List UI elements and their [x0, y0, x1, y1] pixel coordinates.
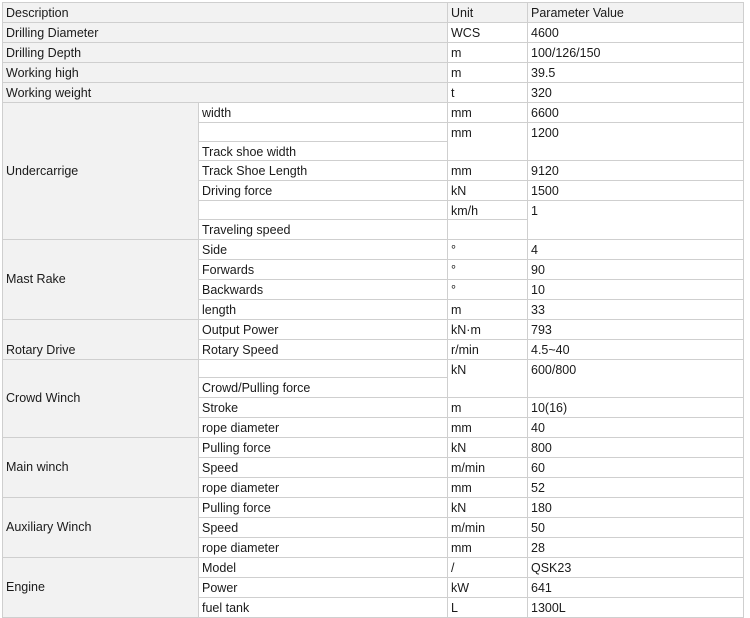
- row-label-empty: [199, 360, 448, 378]
- row-unit: m: [448, 300, 528, 320]
- row-value: QSK23: [528, 558, 744, 578]
- row-value: 4: [528, 240, 744, 260]
- row-label: Crowd/Pulling force: [199, 378, 448, 398]
- row-label: Power: [199, 578, 448, 598]
- row-unit: L: [448, 598, 528, 618]
- row-value: 1200: [528, 123, 744, 161]
- table-row: [3, 438, 744, 458]
- row-unit: WCS: [448, 23, 528, 43]
- row-unit: m/min: [448, 458, 528, 478]
- row-label: Forwards: [199, 260, 448, 280]
- row-unit: kW: [448, 578, 528, 598]
- row-unit: m/min: [448, 518, 528, 538]
- header-parameter-value: Parameter Value: [528, 3, 744, 23]
- row-value: 10: [528, 280, 744, 300]
- row-label: Side: [199, 240, 448, 260]
- row-value: 793: [528, 320, 744, 340]
- row-unit-empty: [448, 220, 528, 240]
- row-value: 1: [528, 201, 744, 240]
- row-unit: m: [448, 63, 528, 83]
- table-row: [3, 103, 744, 123]
- row-value: 9120: [528, 161, 744, 181]
- row-unit: mm: [448, 478, 528, 498]
- row-value: 6600: [528, 103, 744, 123]
- row-unit: mm: [448, 161, 528, 181]
- row-label: length: [199, 300, 448, 320]
- row-label: Drilling Depth: [3, 43, 448, 63]
- row-label: Track shoe width: [199, 142, 448, 161]
- row-label: fuel tank: [199, 598, 448, 618]
- row-unit: /: [448, 558, 528, 578]
- row-label: width: [199, 103, 448, 123]
- table-row: [3, 360, 744, 378]
- row-value: 33: [528, 300, 744, 320]
- row-unit: mm: [448, 103, 528, 123]
- row-label: Model: [199, 558, 448, 578]
- table-row: [3, 320, 744, 340]
- header-unit: Unit: [448, 3, 528, 23]
- row-label: Stroke: [199, 398, 448, 418]
- row-value: 320: [528, 83, 744, 103]
- row-value: 60: [528, 458, 744, 478]
- row-unit: m: [448, 398, 528, 418]
- row-unit: r/min: [448, 340, 528, 360]
- row-label: Output Power: [199, 320, 448, 340]
- row-unit: kN: [448, 360, 528, 398]
- row-value: 600/800: [528, 360, 744, 398]
- row-value: 800: [528, 438, 744, 458]
- row-label: Traveling speed: [199, 220, 448, 240]
- row-label: Pulling force: [199, 438, 448, 458]
- group-auxiliary-winch: Auxiliary Winch: [3, 498, 199, 558]
- row-value: 40: [528, 418, 744, 438]
- spec-table: [2, 2, 744, 618]
- group-mast-rake: Mast Rake: [3, 240, 199, 320]
- row-label: Driving force: [199, 181, 448, 201]
- row-unit: mm: [448, 123, 528, 161]
- row-label-empty: [199, 123, 448, 142]
- row-unit: °: [448, 240, 528, 260]
- row-unit: t: [448, 83, 528, 103]
- table-row: [3, 558, 744, 578]
- row-label-empty: [199, 201, 448, 220]
- row-label: rope diameter: [199, 418, 448, 438]
- row-value: 1500: [528, 181, 744, 201]
- row-unit: kN·m: [448, 320, 528, 340]
- row-value: 50: [528, 518, 744, 538]
- table-row: [3, 83, 744, 103]
- row-value: 90: [528, 260, 744, 280]
- row-unit: m: [448, 43, 528, 63]
- row-value: 4.5~40: [528, 340, 744, 360]
- row-label: rope diameter: [199, 478, 448, 498]
- table-row: [3, 23, 744, 43]
- row-label: Working weight: [3, 83, 448, 103]
- row-unit: mm: [448, 538, 528, 558]
- table-row: [3, 498, 744, 518]
- row-unit: kN: [448, 181, 528, 201]
- group-undercarrige: Undercarrige: [3, 103, 199, 240]
- row-value: 28: [528, 538, 744, 558]
- group-main-winch: Main winch: [3, 438, 199, 498]
- row-unit: kN: [448, 438, 528, 458]
- row-label: Track Shoe Length: [199, 161, 448, 181]
- row-value: 4600: [528, 23, 744, 43]
- row-label: Drilling Diameter: [3, 23, 448, 43]
- row-value: 1300L: [528, 598, 744, 618]
- row-label: Speed: [199, 518, 448, 538]
- row-label: Pulling force: [199, 498, 448, 518]
- row-value: 100/126/150: [528, 43, 744, 63]
- group-engine: Engine: [3, 558, 199, 618]
- group-rotary-drive: Rotary Drive: [3, 320, 199, 360]
- row-unit: km/h: [448, 201, 528, 220]
- header-description: Description: [3, 3, 448, 23]
- row-label: Backwards: [199, 280, 448, 300]
- row-unit: °: [448, 260, 528, 280]
- table-row: [3, 240, 744, 260]
- table-row: [3, 43, 744, 63]
- row-value: 39.5: [528, 63, 744, 83]
- row-label: Working high: [3, 63, 448, 83]
- row-value: 180: [528, 498, 744, 518]
- row-label: Rotary Speed: [199, 340, 448, 360]
- row-unit: kN: [448, 498, 528, 518]
- row-value: 10(16): [528, 398, 744, 418]
- group-crowd-winch: Crowd Winch: [3, 360, 199, 438]
- row-label: rope diameter: [199, 538, 448, 558]
- row-value: 52: [528, 478, 744, 498]
- row-unit: °: [448, 280, 528, 300]
- row-unit: mm: [448, 418, 528, 438]
- table-row: [3, 63, 744, 83]
- table-header-row: [3, 3, 744, 23]
- row-value: 641: [528, 578, 744, 598]
- row-label: Speed: [199, 458, 448, 478]
